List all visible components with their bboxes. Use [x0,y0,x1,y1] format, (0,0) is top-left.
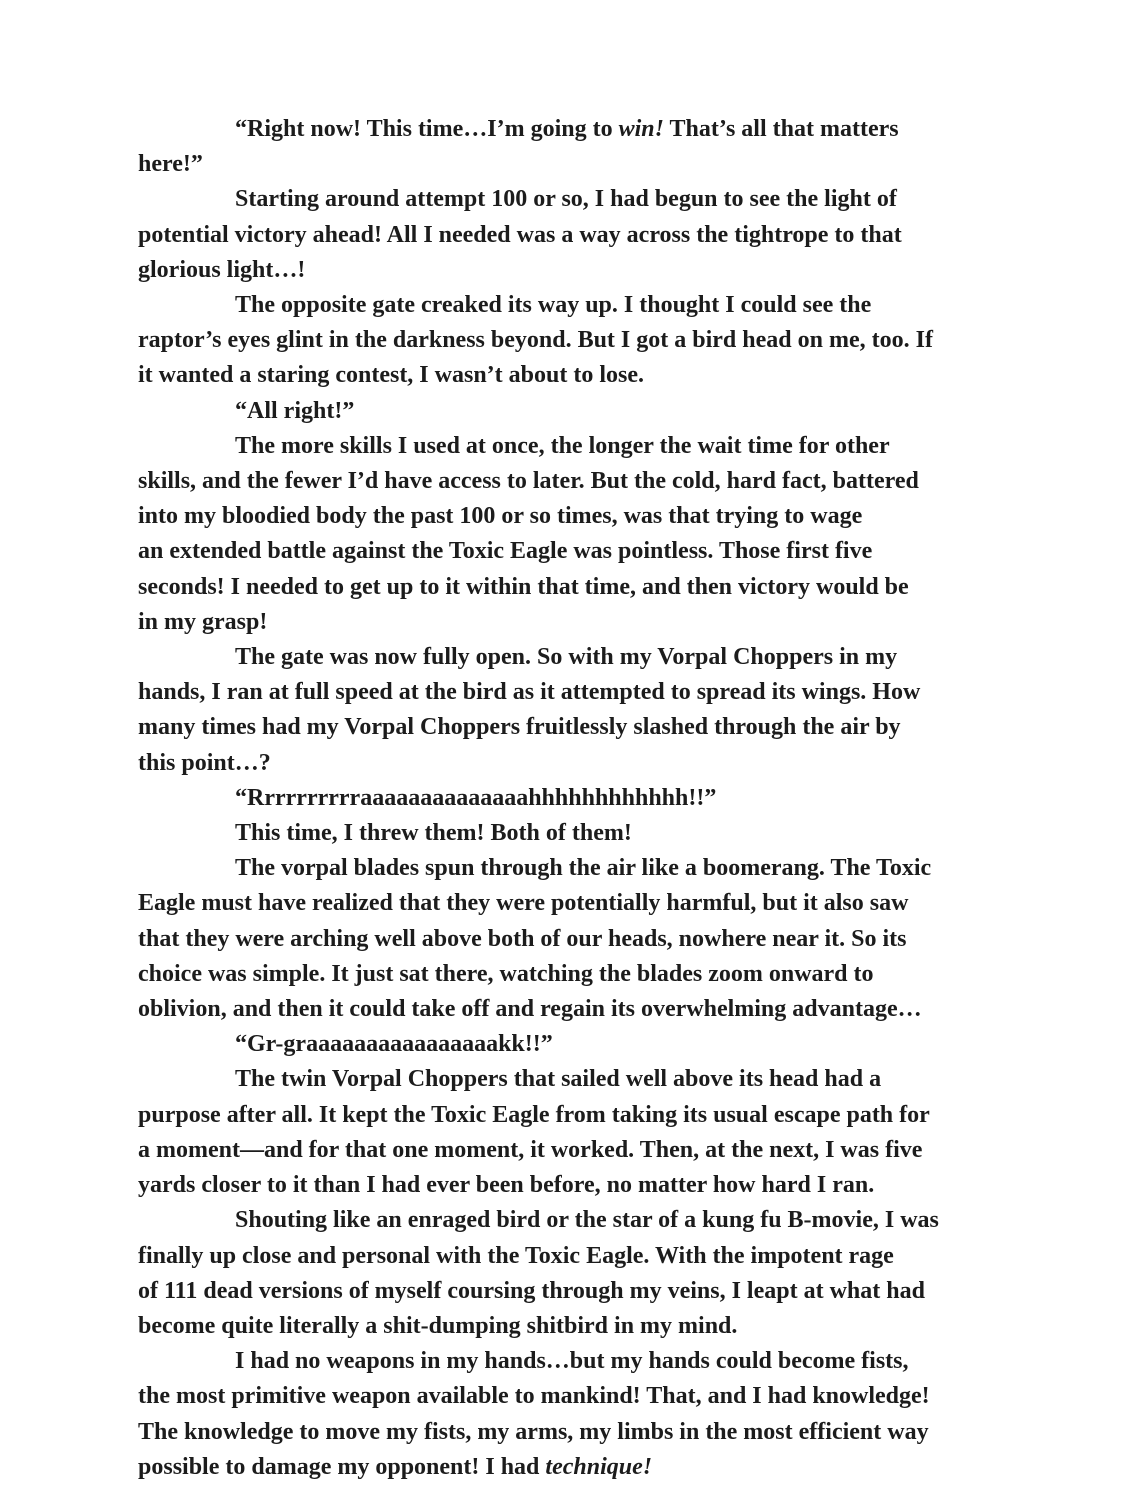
text-run: choice was simple. It just sat there, watching the blades zoom onward to [138,960,874,987]
text-line [138,886,1044,921]
text-run: in my grasp! [138,608,268,635]
text-line [138,394,1044,429]
text-line [138,605,1044,640]
text-line [138,710,1044,745]
paragraph [138,394,1044,429]
text-line [138,570,1044,605]
paragraph [138,1062,1044,1203]
paragraph [138,429,1044,640]
text-line [138,922,1044,957]
text-line [138,147,1044,182]
text-run: The twin Vorpal Choppers that sailed well above its head had a [235,1066,882,1093]
text-line [138,1450,1044,1485]
text-line [138,499,1044,534]
text-run: The more skills I used at once, the longer the wait time for other [235,432,890,459]
text-run: Shouting like an enraged bird or the star of a kung fu B-movie, I was [235,1207,939,1234]
text-run: finally up close and personal with the Toxic Eagle. With the impotent rage [138,1242,894,1269]
text-line [138,1098,1044,1133]
text-run: possible to damage my opponent! I had [138,1453,546,1480]
text-line [138,675,1044,710]
paragraph [138,781,1044,816]
text-line [138,1062,1044,1097]
text-line [138,851,1044,886]
text-line [138,534,1044,569]
text-line [138,992,1044,1027]
text-run: here!” [138,151,203,178]
text-run: raptor’s eyes glint in the darkness beyond. But I got a bird head on me, too. If [138,327,933,354]
text-line [138,816,1044,851]
text-line [138,429,1044,464]
paragraph [138,112,1044,182]
text-line [138,1344,1044,1379]
text-run: seconds! I needed to get up to it within that time, and then victory would be [138,573,909,600]
text-line [138,1274,1044,1309]
text-line [138,253,1044,288]
text-run: “All right!” [235,397,355,424]
text-line [138,1309,1044,1344]
text-line [138,640,1044,675]
text-line [138,464,1044,499]
text-run: yards closer to it than I had ever been before, no matter how hard I ran. [138,1172,875,1199]
text-line [138,358,1044,393]
text-run: become quite literally a shit-dumping shitbird in my mind. [138,1312,738,1339]
text-run: Starting around attempt 100 or so, I had begun to see the light of [235,186,897,213]
text-line [138,323,1044,358]
emphasis-text: win! [618,116,664,142]
emphasis-text: technique! [545,1453,653,1480]
text-line [138,288,1044,323]
text-run: that they were arching well above both of our heads, nowhere near it. So its [138,925,907,952]
text-run: of 111 dead versions of myself coursing through my veins, I leapt at what had [138,1277,925,1304]
text-run: “Right now! This time…I’m going to [235,116,619,142]
body-text [138,112,1044,1485]
text-run: an extended battle against the Toxic Eagle was pointless. Those first five [138,538,873,565]
paragraph [138,182,1044,288]
text-run: Eagle must have realized that they were potentially harmful, but it also saw [138,890,909,917]
text-run: glorious light…! [138,256,306,283]
text-run: into my bloodied body the past 100 or so times, was that trying to wage [138,503,863,530]
text-line [138,1239,1044,1274]
text-line [138,1168,1044,1203]
text-run: The knowledge to move my fists, my arms, my limbs in the most efficient way [138,1418,929,1445]
paragraph [138,851,1044,1027]
text-run: The opposite gate creaked its way up. I thought I could see the [235,292,872,319]
text-run: “Gr-graaaaaaaaaaaaaaaakk!!” [235,1031,553,1058]
text-run: The gate was now fully open. So with my Vorpal Choppers in my [235,644,898,671]
text-run: the most primitive weapon available to mankind! That, and I had knowledge! [138,1383,930,1410]
text-line [138,218,1044,253]
text-line [138,1027,1044,1062]
text-line [138,1379,1044,1414]
paragraph [138,1027,1044,1062]
text-run: many times had my Vorpal Choppers fruitlessly slashed through the air by [138,714,901,741]
text-line [138,746,1044,781]
text-run: this point…? [138,749,271,776]
text-line [138,957,1044,992]
text-run: oblivion, and then it could take off and regain its overwhelming advantage… [138,996,922,1023]
text-run: purpose after all. It kept the Toxic Eagle from taking its usual escape path for [138,1101,930,1128]
text-line [138,1133,1044,1168]
text-run: That’s all that matters [663,116,899,142]
text-line [138,182,1044,217]
text-line [138,1415,1044,1450]
paragraph [138,288,1044,394]
text-line [138,1203,1044,1238]
text-run: a moment—and for that one moment, it worked. Then, at the next, I was five [138,1136,923,1163]
paragraph [138,1203,1044,1344]
text-run: The vorpal blades spun through the air like a boomerang. The Toxic [235,855,932,882]
text-run: skills, and the fewer I’d have access to later. But the cold, hard fact, battered [138,468,919,495]
text-run: potential victory ahead! All I needed was a way across the tightrope to that [138,221,902,248]
text-run: I had no weapons in my hands…but my hands could become fists, [235,1348,909,1375]
text-run: “Rrrrrrrrrraaaaaaaaaaaaaahhhhhhhhhhhh!!” [235,784,717,811]
text-run: This time, I threw them! Both of them! [235,820,632,847]
text-line [138,112,1044,147]
paragraph [138,640,1044,781]
text-line [138,781,1044,816]
text-run: it wanted a staring contest, I wasn’t about to lose. [138,362,644,389]
text-run: hands, I ran at full speed at the bird as it attempted to spread its wings. How [138,679,921,706]
paragraph [138,816,1044,851]
paragraph [138,1344,1044,1485]
